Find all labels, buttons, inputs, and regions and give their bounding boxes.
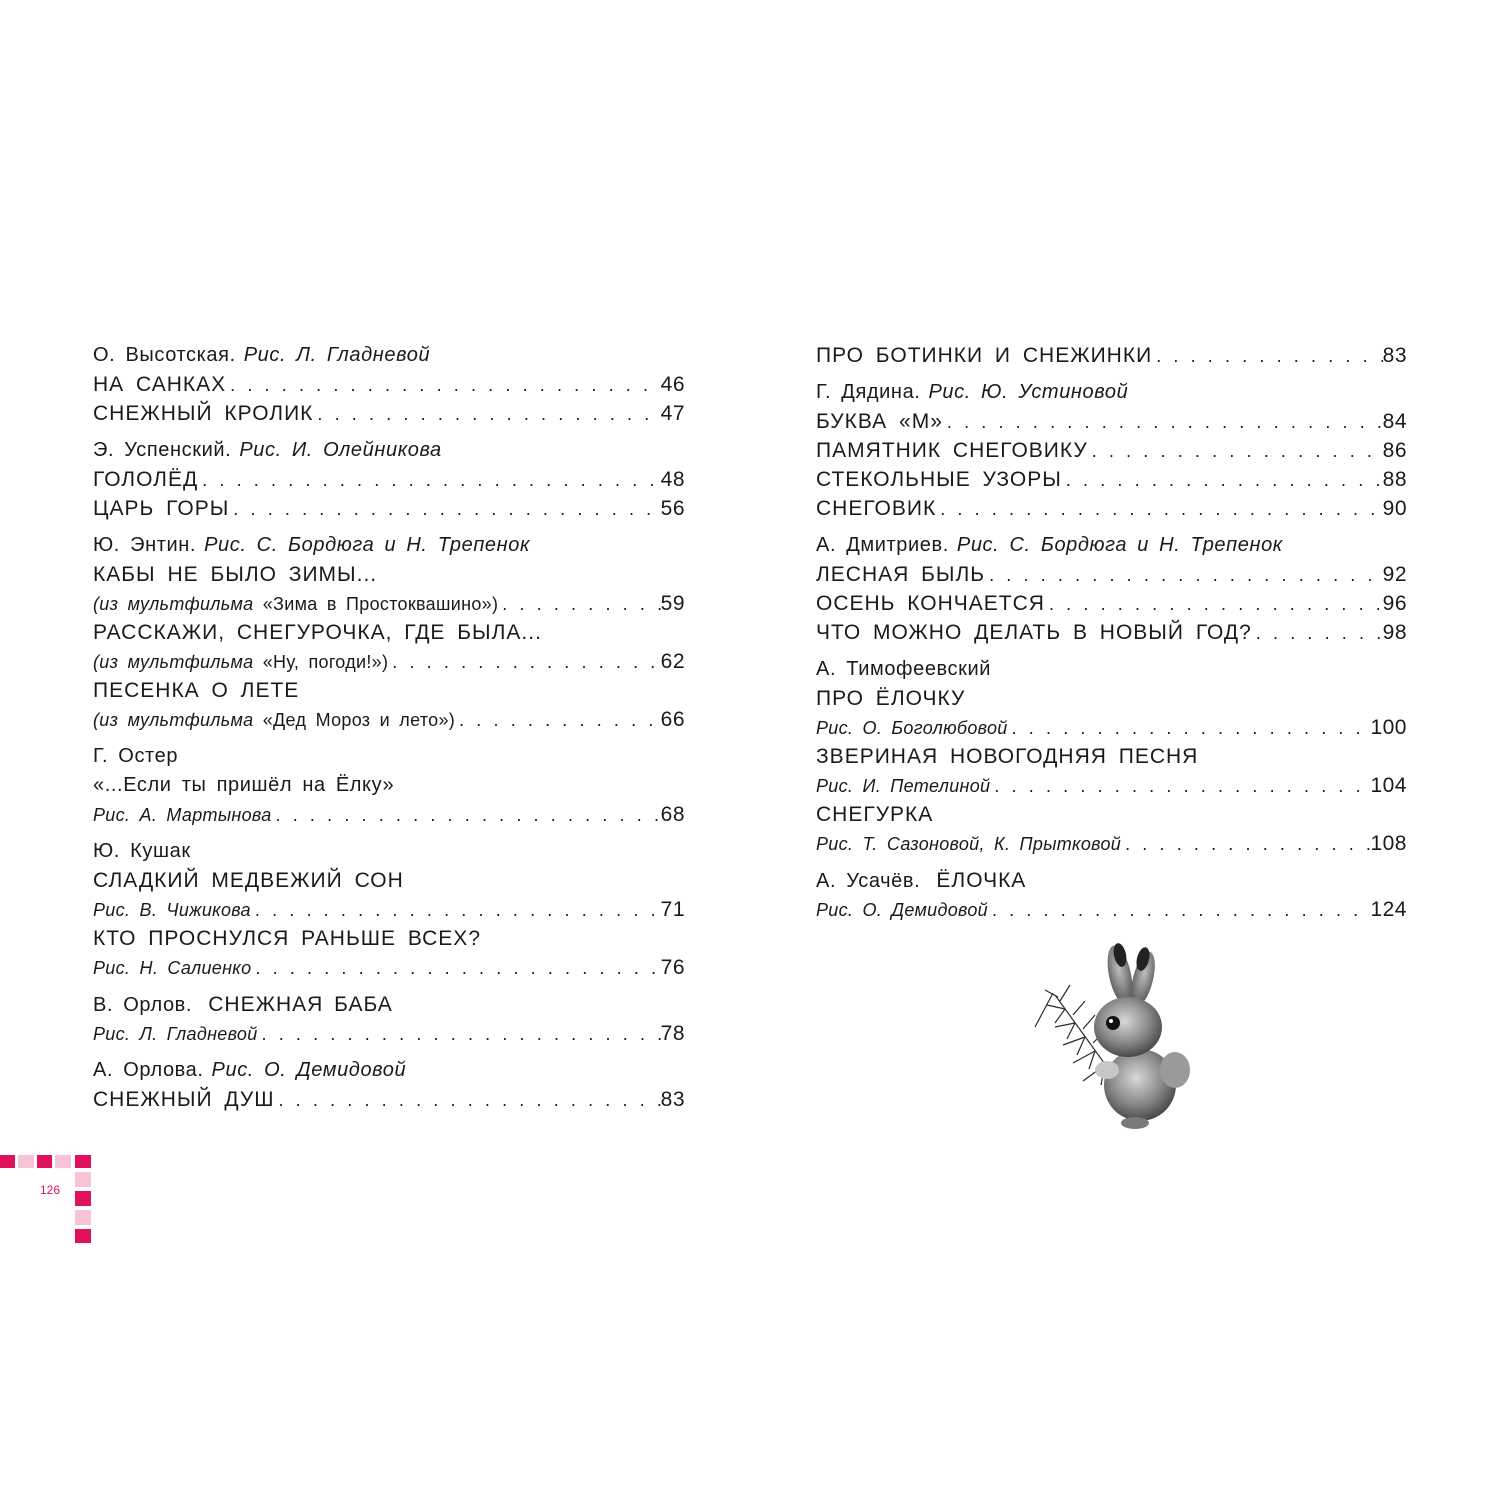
toc-group-orlov xyxy=(93,990,685,1048)
source-name: «Ну, погоди!») xyxy=(262,652,389,672)
entry-page: 104 xyxy=(1370,774,1407,797)
entry-page: 76 xyxy=(660,956,685,979)
toc-entry[interactable] xyxy=(816,560,1407,589)
poem-title: ЗВЕРИНАЯ НОВОГОДНЯЯ ПЕСНЯ xyxy=(816,745,1199,768)
illustrator-credit: Рис. А. Мартынова xyxy=(93,805,272,825)
entry-title: ЛЕСНАЯ БЫЛЬ xyxy=(816,563,986,586)
author-line xyxy=(93,990,685,1019)
toc-group-top xyxy=(816,341,1407,370)
toc-group-kushak xyxy=(93,837,685,982)
author-name: Г. Дядина. xyxy=(816,381,921,403)
poem-title: КТО ПРОСНУЛСЯ РАНЬШЕ ВСЕХ? xyxy=(93,927,481,950)
author-name: Ю. Энтин. xyxy=(93,534,197,556)
song-source xyxy=(93,590,498,619)
illustrator-credit: Рис. Л. Гладневой xyxy=(93,1024,258,1044)
dot-leader xyxy=(990,772,1370,801)
toc-group-uspensky xyxy=(93,436,685,523)
dot-leader xyxy=(388,648,660,677)
dot-leader xyxy=(936,495,1382,524)
toc-entry[interactable] xyxy=(816,494,1407,523)
poem-title: СЛАДКИЙ МЕДВЕЖИЙ СОН xyxy=(93,869,404,892)
illustrator-credit: Рис. О. Боголюбовой xyxy=(816,718,1008,738)
source-prefix: (из мультфильма xyxy=(93,652,254,672)
author-line xyxy=(816,378,1407,407)
entry-title: ЦАРЬ ГОРЫ xyxy=(93,497,230,520)
entry-page: 96 xyxy=(1382,592,1407,615)
toc-entry[interactable] xyxy=(93,1085,685,1114)
toc-entry[interactable] xyxy=(816,589,1407,618)
toc-entry[interactable] xyxy=(93,953,685,982)
toc-entry[interactable] xyxy=(93,1019,685,1048)
poem-title: СНЕЖНАЯ БАБА xyxy=(208,993,393,1016)
dot-leader xyxy=(1252,619,1383,648)
source-prefix: (из мультфильма xyxy=(93,710,254,730)
dot-leader xyxy=(198,466,660,495)
toc-entry[interactable] xyxy=(93,399,685,428)
bunny-with-fir-branch-illustration xyxy=(1025,935,1195,1130)
source-name: «Дед Мороз и лето») xyxy=(262,710,456,730)
toc-entry[interactable] xyxy=(816,618,1407,647)
song-source xyxy=(93,706,455,735)
poem-title: «...Если ты пришёл на Ёлку» xyxy=(93,774,395,796)
author-line xyxy=(816,866,1407,895)
source-name: «Зима в Простоквашино») xyxy=(262,594,499,614)
entry-page: 92 xyxy=(1382,563,1407,586)
author-name: Г. Остер xyxy=(93,745,179,767)
toc-entry[interactable] xyxy=(816,895,1407,924)
poem-title: ЁЛОЧКА xyxy=(936,869,1027,892)
illustrator-credit: Рис. И. Петелиной xyxy=(816,776,991,796)
dot-leader xyxy=(258,1020,661,1049)
entry-title: ОСЕНЬ КОНЧАЕТСЯ xyxy=(816,592,1045,615)
toc-group-dyadina xyxy=(816,378,1407,523)
entry-page: 68 xyxy=(660,803,685,826)
poem-title: ПРО ЁЛОЧКУ xyxy=(816,687,966,710)
toc-right-column xyxy=(816,341,1407,932)
toc-entry[interactable] xyxy=(816,407,1407,436)
entry-title: ПАМЯТНИК СНЕГОВИКУ xyxy=(816,439,1088,462)
dot-leader xyxy=(226,371,661,400)
illustrator-credit: Рис. С. Бордюга и Н. Трепенок xyxy=(956,534,1283,556)
dot-leader xyxy=(1008,714,1371,743)
dot-leader xyxy=(274,1086,660,1115)
toc-entry[interactable] xyxy=(816,771,1407,800)
song-title: ПЕСЕНКА О ЛЕТЕ xyxy=(93,679,300,702)
corner-square-border-decoration xyxy=(0,1155,100,1250)
entry-title: НА САНКАХ xyxy=(93,373,227,396)
dot-leader xyxy=(229,495,660,524)
entry-title: СНЕЖНЫЙ КРОЛИК xyxy=(93,402,314,425)
dot-leader xyxy=(1062,466,1383,495)
toc-entry[interactable] xyxy=(816,829,1407,858)
illustrator-credit: Рис. О. Демидовой xyxy=(211,1059,407,1081)
entry-title: СНЕГОВИК xyxy=(816,497,937,520)
author-line xyxy=(93,531,685,560)
illustrator-credit: Рис. И. Олейникова xyxy=(239,439,442,461)
author-name: А. Орлова. xyxy=(93,1059,204,1081)
source-prefix: (из мультфильма xyxy=(93,594,254,614)
entry-page: 108 xyxy=(1370,832,1407,855)
entry-page: 62 xyxy=(660,650,685,673)
toc-entry[interactable] xyxy=(93,800,685,829)
entry-title: СНЕЖНЫЙ ДУШ xyxy=(93,1088,275,1111)
illustrator-credit: Рис. С. Бордюга и Н. Трепенок xyxy=(204,534,531,556)
author-line xyxy=(93,436,685,465)
author-name: О. Высотская. xyxy=(93,344,236,366)
toc-entry[interactable] xyxy=(93,465,685,494)
toc-left-column xyxy=(93,341,685,1122)
entry-title: ЧТО МОЖНО ДЕЛАТЬ В НОВЫЙ ГОД? xyxy=(816,621,1252,644)
song-title: РАССКАЖИ, СНЕГУРОЧКА, ГДЕ БЫЛА... xyxy=(93,621,542,644)
illustrator-credit: Рис. О. Демидовой xyxy=(816,900,988,920)
illustrator-credit: Рис. В. Чижикова xyxy=(93,900,251,920)
author-name: Ю. Кушак xyxy=(93,840,191,862)
toc-group-dmitriev xyxy=(816,531,1407,647)
toc-group-oster xyxy=(93,742,685,829)
toc-entry[interactable] xyxy=(816,436,1407,465)
illustrator-credit: Рис. Н. Салиенко xyxy=(93,958,252,978)
entry-page: 84 xyxy=(1382,410,1407,433)
dot-leader xyxy=(985,561,1383,590)
illustrator-credit: Рис. Ю. Устиновой xyxy=(928,381,1129,403)
toc-entry[interactable] xyxy=(93,705,685,734)
dot-leader xyxy=(313,400,660,429)
entry-page: 56 xyxy=(660,497,685,520)
dot-leader xyxy=(1152,342,1382,371)
dot-leader xyxy=(251,954,660,983)
toc-entry[interactable] xyxy=(93,589,685,618)
entry-page: 83 xyxy=(1382,344,1407,367)
author-name: Э. Успенский. xyxy=(93,439,232,461)
toc-group-entin xyxy=(93,531,685,734)
entry-page: 88 xyxy=(1382,468,1407,491)
author-name: А. Усачёв. xyxy=(816,870,921,892)
dot-leader xyxy=(943,408,1383,437)
entry-title: ГОЛОЛЁД xyxy=(93,468,199,491)
entry-page: 86 xyxy=(1382,439,1407,462)
song-source xyxy=(93,648,388,677)
toc-entry[interactable] xyxy=(93,647,685,676)
dot-leader xyxy=(1045,590,1383,619)
poem-title: СНЕГУРКА xyxy=(816,803,934,826)
dot-leader xyxy=(1121,830,1370,859)
entry-page: 47 xyxy=(660,402,685,425)
toc-group-timofeevsky xyxy=(816,655,1407,858)
dot-leader xyxy=(272,801,661,830)
dot-leader xyxy=(988,896,1371,925)
illustrator-credit: Рис. Л. Гладневой xyxy=(243,344,431,366)
entry-page: 83 xyxy=(660,1088,685,1111)
entry-title: БУКВА «М» xyxy=(816,410,943,433)
toc-entry[interactable] xyxy=(816,341,1407,370)
toc-group-vysotskaya xyxy=(93,341,685,428)
entry-page: 90 xyxy=(1382,497,1407,520)
toc-entry[interactable] xyxy=(93,370,685,399)
toc-entry[interactable] xyxy=(816,465,1407,494)
dot-leader xyxy=(455,706,661,735)
entry-page: 100 xyxy=(1370,716,1407,739)
entry-page: 78 xyxy=(660,1022,685,1045)
song-title: КАБЫ НЕ БЫЛО ЗИМЫ... xyxy=(93,563,378,586)
author-name: А. Дмитриев. xyxy=(816,534,949,556)
toc-entry[interactable] xyxy=(816,713,1407,742)
page-number: 126 xyxy=(40,1183,61,1197)
toc-entry[interactable] xyxy=(93,895,685,924)
dot-leader xyxy=(251,896,661,925)
entry-page: 46 xyxy=(660,373,685,396)
entry-page: 59 xyxy=(660,592,685,615)
entry-page: 124 xyxy=(1370,898,1407,921)
author-name: В. Орлов. xyxy=(93,994,193,1016)
entry-page: 66 xyxy=(660,708,685,731)
entry-page: 98 xyxy=(1382,621,1407,644)
author-line xyxy=(93,341,685,370)
toc-entry[interactable] xyxy=(93,494,685,523)
illustrator-credit: Рис. Т. Сазоновой, К. Прытковой xyxy=(816,834,1122,854)
entry-page: 71 xyxy=(660,898,685,921)
dot-leader xyxy=(498,590,660,619)
toc-group-usachev xyxy=(816,866,1407,924)
dot-leader xyxy=(1088,437,1383,466)
entry-page: 48 xyxy=(660,468,685,491)
entry-title: ПРО БОТИНКИ И СНЕЖИНКИ xyxy=(816,344,1153,367)
author-line xyxy=(93,1056,685,1085)
author-line xyxy=(816,531,1407,560)
author-name: А. Тимофеевский xyxy=(816,658,992,680)
entry-title: СТЕКОЛЬНЫЕ УЗОРЫ xyxy=(816,468,1062,491)
toc-group-orlova xyxy=(93,1056,685,1114)
